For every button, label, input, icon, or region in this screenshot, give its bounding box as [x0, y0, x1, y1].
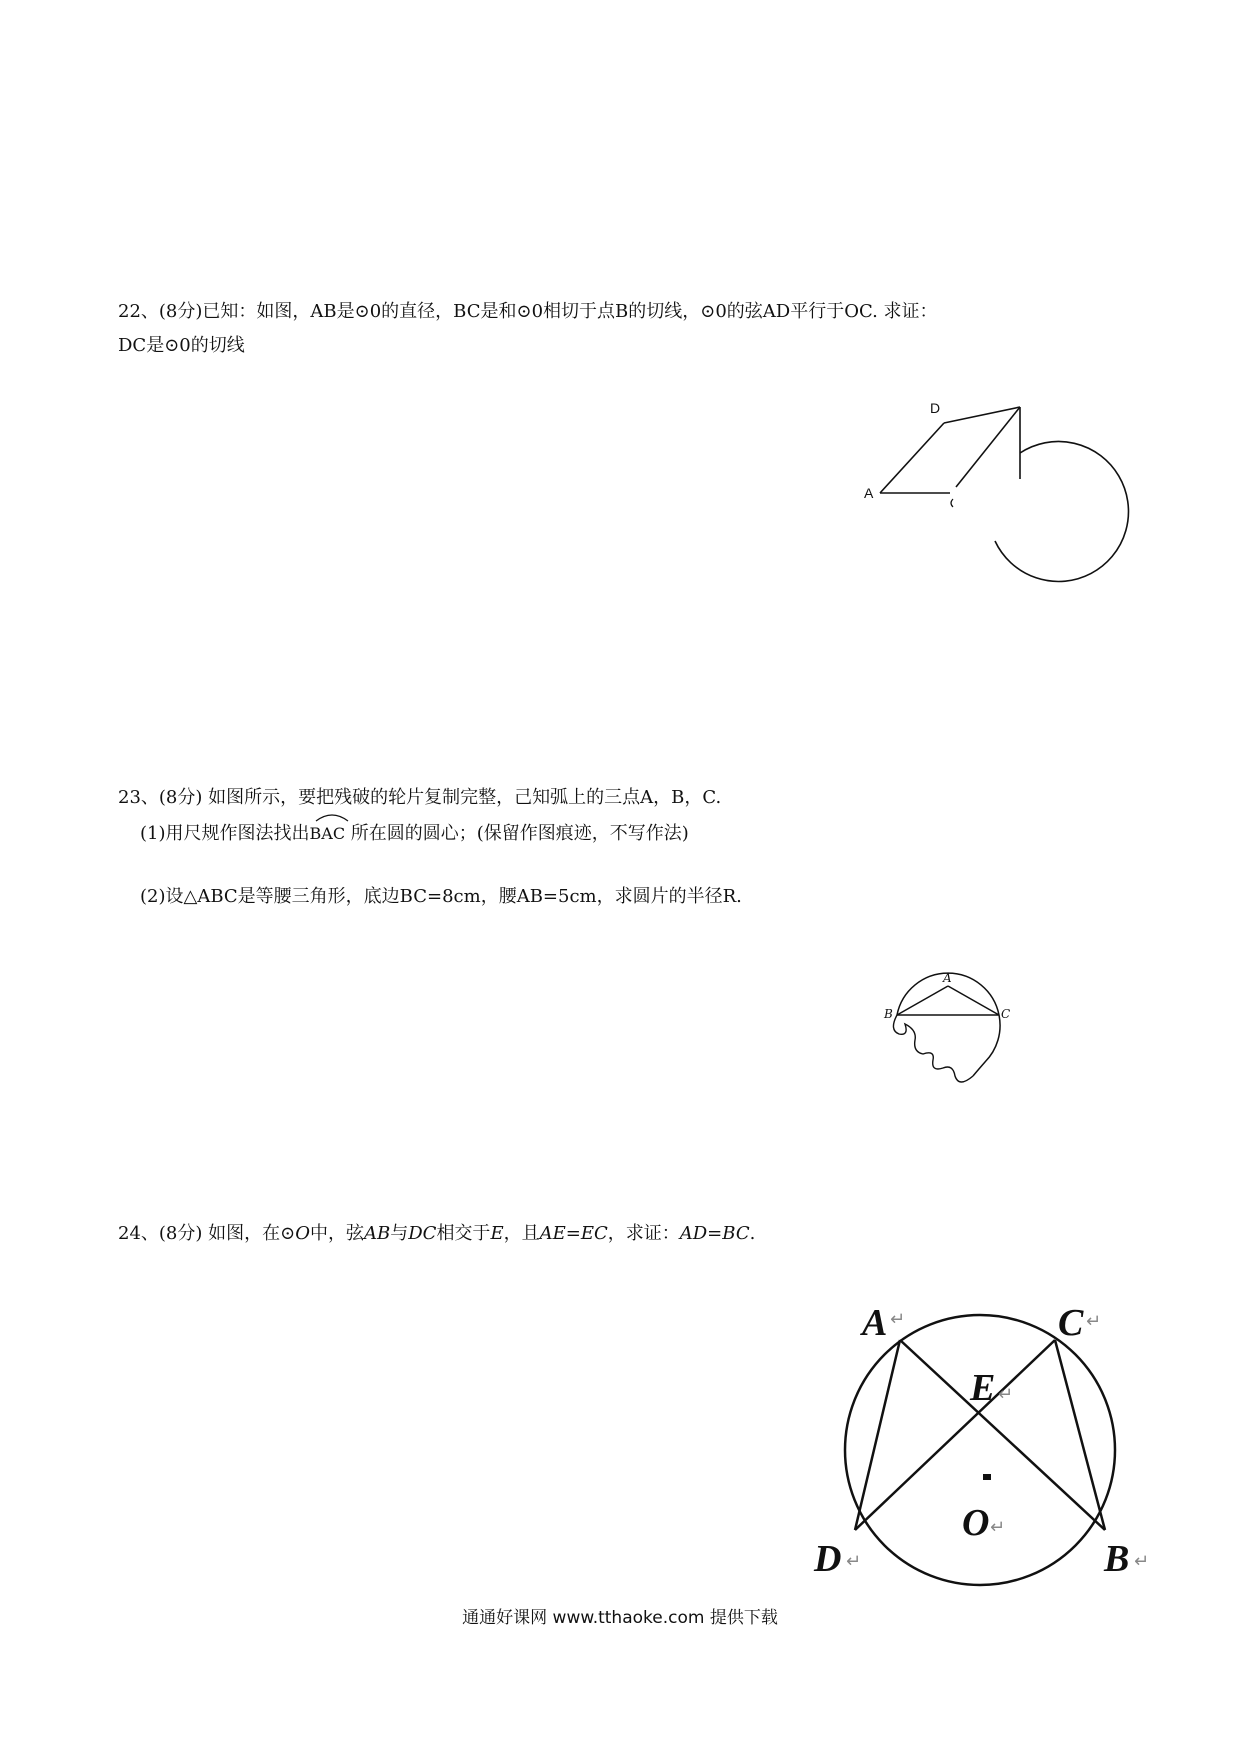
- q24-circle-o: O: [295, 1223, 310, 1244]
- q24-seg-ae: AE: [539, 1223, 566, 1244]
- q24-label-d: D: [814, 1538, 842, 1580]
- q23-part1-pre: (1)用尺规作图法找出: [140, 823, 310, 844]
- q24-seg-ad: AD: [679, 1223, 708, 1244]
- q24-return-d: ↵: [846, 1551, 862, 1572]
- q24-label-e: E: [970, 1367, 996, 1409]
- q23-part1-post: 所在圆的圆心；(保留作图痕迹，不写作法): [345, 823, 689, 844]
- q24-center-dot: [983, 1474, 991, 1480]
- q22-center-mark: [951, 499, 953, 507]
- q23-arc-label: BAC: [310, 822, 346, 846]
- q23-chord-ab: [897, 986, 948, 1015]
- q24-chord-cb-line: [1055, 1340, 1105, 1530]
- q22-circle-arc: [995, 441, 1128, 581]
- q24-point-e: E: [490, 1223, 504, 1244]
- q24-return-e: ↵: [998, 1384, 1014, 1405]
- q24-chord-ad-line: [855, 1340, 900, 1530]
- q24-stem: 24、(8分) 如图，在⊙O中，弦AB与DC相交于E，且AE=EC，求证：AD=BC.: [118, 1223, 756, 1244]
- q23-label-a: A: [943, 971, 952, 985]
- q24-label-o: O: [962, 1502, 990, 1544]
- q24-return-b: ↵: [1134, 1551, 1150, 1572]
- q24-chord-ab-line: [900, 1340, 1105, 1530]
- q23-stem: 23、(8分) 如图所示，要把残破的轮片复制完整，己知弧上的三点A，B，C.: [118, 787, 722, 808]
- q24-return-o: ↵: [990, 1517, 1006, 1538]
- q24-label-a: A: [862, 1302, 888, 1344]
- q23-arc: [897, 973, 1000, 1076]
- q24-chord-dc: DC: [408, 1223, 437, 1244]
- q24-return-a: ↵: [890, 1309, 906, 1330]
- q22-chord-ad: [880, 423, 944, 493]
- q23-label-c: C: [1001, 1007, 1011, 1021]
- q23-label-b: B: [884, 1007, 893, 1021]
- q24-circle: [845, 1315, 1115, 1585]
- q24-figure: [810, 1295, 1170, 1615]
- q24-return-c: ↵: [1086, 1311, 1102, 1332]
- q22-label-d: D: [930, 400, 941, 416]
- q24-label-c: C: [1058, 1302, 1084, 1344]
- q22-line1: 22、(8分)已知：如图，AB是⊙0的直径，BC是和⊙0相切于点B的切线，⊙0的弦AD平行于OC. 求证：: [118, 301, 938, 322]
- q24-label-b: B: [1104, 1538, 1130, 1580]
- q24-seg-ec: EC: [580, 1223, 608, 1244]
- q22-line2: DC是⊙0的切线: [118, 335, 245, 356]
- q22-label-a: A: [864, 485, 874, 501]
- q22-figure: [860, 395, 1040, 575]
- q24-seg-bc: BC: [722, 1223, 750, 1244]
- q24-chord-ab: AB: [363, 1223, 391, 1244]
- q23-figure: [875, 960, 1015, 1090]
- q23-part1: [140, 822, 689, 846]
- q23-chord-ac: [948, 986, 999, 1015]
- q23-broken-edge: [893, 1015, 973, 1082]
- arc-symbol-icon: [314, 812, 350, 822]
- page-footer: 通通好课网 www.tthaoke.com 提供下载: [462, 1608, 778, 1628]
- q24-chord-dc-line: [855, 1340, 1055, 1530]
- q23-part2: (2)设△ABC是等腰三角形，底边BC=8cm，腰AB=5cm，求圆片的半径R.: [140, 886, 742, 907]
